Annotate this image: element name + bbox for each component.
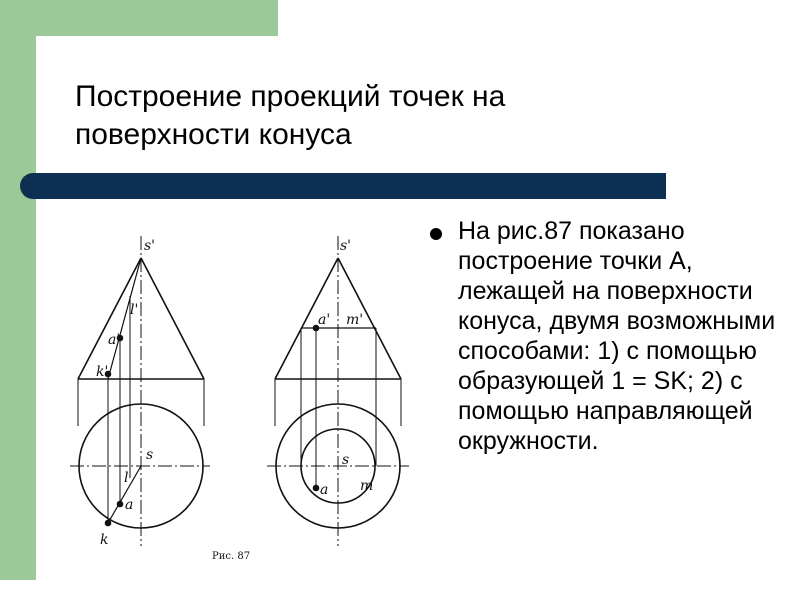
label-right-a: a [320, 482, 329, 498]
label-left-s: s [146, 447, 154, 463]
right-cone-elevation [275, 236, 401, 546]
slide-title: Построение проекций точек на поверхности конуса [75, 80, 506, 151]
decor-title-bar [20, 173, 666, 199]
label-right-m: m [360, 478, 374, 494]
label-left-k-prime: k' [96, 364, 109, 380]
bullet-dot-icon [430, 228, 442, 240]
label-left-k: k [100, 532, 109, 548]
label-left-l: l [124, 470, 129, 486]
label-right-m-prime: m' [346, 312, 364, 328]
decor-green-strip [0, 0, 36, 580]
label-left-a: a [125, 497, 134, 513]
cone-figure [70, 226, 410, 562]
left-cone-elevation [78, 236, 204, 546]
label-left-l-prime: l' [130, 302, 139, 318]
label-left-s-prime: s' [144, 238, 156, 254]
label-right-s: s [342, 452, 350, 468]
label-left-a-prime: a' [108, 332, 121, 348]
label-right-a-prime: a' [318, 312, 331, 328]
left-cone-plan [70, 404, 210, 528]
bullet-text: На рис.87 показано построение точки А, лежащей на поверхности конуса, двумя возможными способами: 1) с помощью образующей 1 = SK; 2) с помощью направляющей окружности. [458, 217, 776, 455]
figure-caption: Рис. 87 [212, 551, 251, 562]
label-right-s-prime: s' [340, 238, 352, 254]
